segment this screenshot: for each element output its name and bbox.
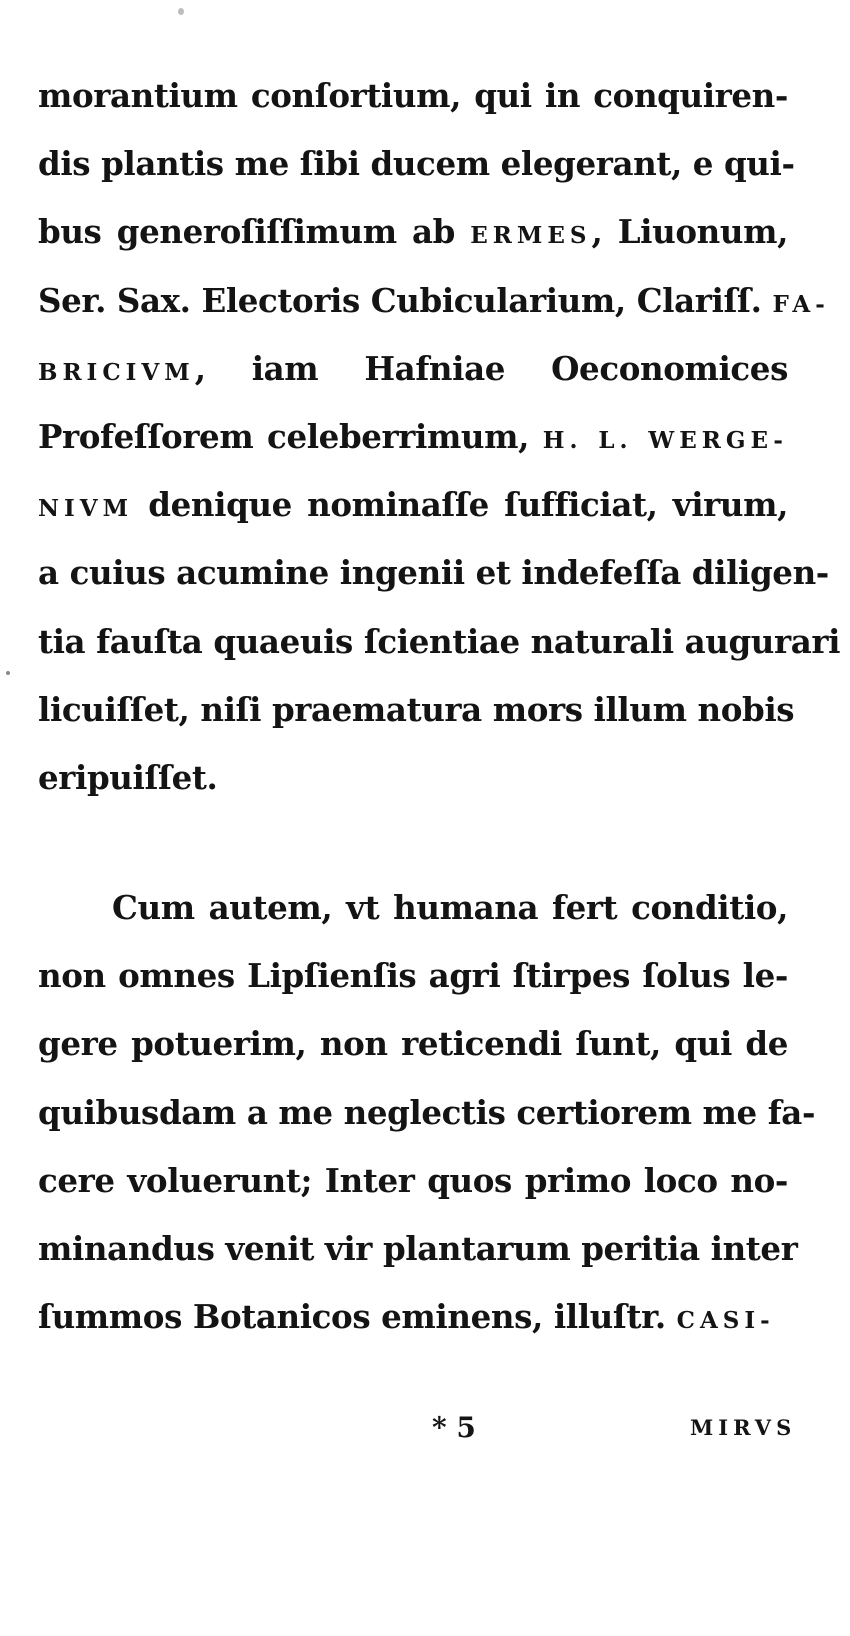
text-run: , iam Hafniae Oeconomices — [194, 348, 788, 388]
text-run: Ser. Sax. Electoris Cubicularium, Clariſſ. — [38, 280, 773, 320]
text-run: non omnes Lipſienſis agri ſtirpes ſolus le- — [38, 956, 788, 996]
text-line — [38, 204, 788, 260]
text-line — [38, 948, 788, 1004]
small-caps-name: CASI- — [676, 1307, 775, 1335]
text-line — [38, 1085, 816, 1141]
text-run: quibusdam a me neglectis certiorem me fa- — [38, 1092, 816, 1132]
text-line — [38, 545, 829, 601]
small-caps-name: FA- — [772, 290, 830, 318]
text-line — [38, 136, 795, 192]
small-caps-name: BRICIVM — [38, 358, 195, 386]
text-run: ſummos Botanicos eminens, illuſtr. — [38, 1297, 677, 1337]
text-line — [38, 750, 788, 806]
text-line — [112, 880, 788, 936]
text-run: tia fauſta quaeuis ſcientiae naturali augurari — [38, 621, 841, 661]
ink-speck — [6, 671, 10, 675]
text-run: eripuiſſet. — [38, 758, 218, 797]
text-run: gere potuerim, non reticendi ſunt, qui de — [38, 1024, 788, 1064]
text-run: Cum autem, vt humana fert conditio, — [112, 888, 788, 927]
text-line — [38, 1289, 788, 1345]
text-run: morantium conſortium, qui in conquiren- — [38, 76, 788, 115]
text-line — [38, 68, 788, 124]
text-run: dis plantis me ſibi ducem elegerant, e qui- — [38, 144, 795, 184]
small-caps-name: H. L. WERGE- — [542, 427, 788, 454]
text-line — [38, 273, 830, 329]
signature-mark: * 5 — [432, 1411, 476, 1444]
text-run: minandus venit vir plantarum peritia inter — [38, 1229, 798, 1268]
text-run: a cuius acumine ingenii et indefeſſa diligen- — [38, 553, 829, 593]
text-line — [38, 682, 795, 738]
text-line — [38, 409, 788, 465]
text-line — [38, 1016, 788, 1072]
text-run: denique nominaſſe ſufficiat, virum, — [133, 485, 788, 525]
small-caps-name: ERMES — [470, 222, 592, 250]
text-run: bus generoſiſſimum ab — [38, 212, 471, 252]
text-line — [38, 477, 788, 533]
text-run: Profeſſorem celeberrimum, — [38, 417, 543, 456]
text-run: , Liuonum, — [591, 212, 788, 252]
text-run: cere voluerunt; Inter quos primo loco no- — [38, 1160, 788, 1200]
text-line — [38, 1221, 798, 1277]
text-run: licuiſſet, niſi praematura mors illum nobis — [38, 689, 795, 729]
text-line — [38, 614, 841, 670]
text-line — [38, 341, 788, 397]
catchword: MIRVS — [690, 1415, 797, 1440]
small-caps-name: NIVM — [38, 495, 134, 523]
ink-speck — [178, 8, 184, 15]
text-line — [38, 1153, 788, 1209]
